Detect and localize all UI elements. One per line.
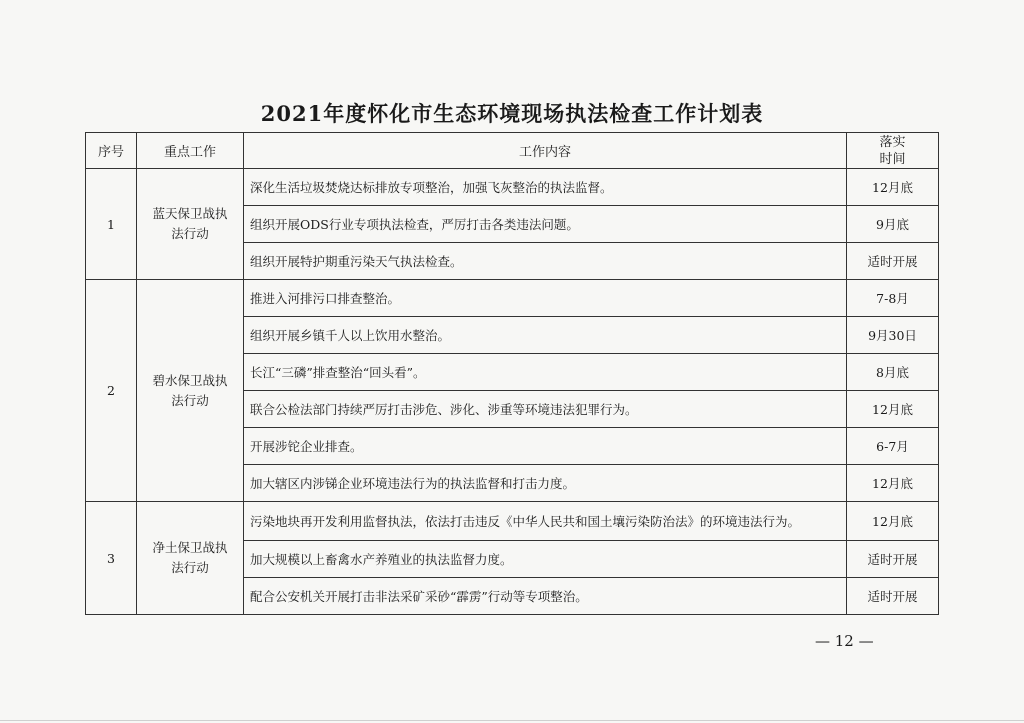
work-content: 组织开展ODS行业专项执法检查，严厉打击各类违法问题。 [244,206,847,243]
header-index: 序号 [86,133,137,169]
work-content: 加大辖区内涉锑企业环境违法行为的执法监督和打击力度。 [244,465,847,502]
deadline: 12月底 [847,502,939,541]
deadline: 适时开展 [847,243,939,280]
header-time [847,133,939,169]
work-content: 开展涉铊企业排查。 [244,428,847,465]
group-task-line1: 蓝天保卫战执 [152,206,228,221]
work-content: 深化生活垃圾焚烧达标排放专项整治，加强飞灰整治的执法监督。 [244,169,847,206]
group-task [137,502,244,615]
work-content: 组织开展乡镇千人以上饮用水整治。 [244,317,847,354]
deadline: 6-7月 [847,428,939,465]
group-task-line2: 法行动 [171,226,209,241]
deadline: 7-8月 [847,280,939,317]
work-content: 推进入河排污口排查整治。 [244,280,847,317]
deadline: 适时开展 [847,541,939,578]
deadline: 9月底 [847,206,939,243]
deadline: 12月底 [847,391,939,428]
header-task: 重点工作 [137,133,244,169]
group-task-line2: 法行动 [171,392,209,408]
group-task-line1: 净土保卫战执 [152,540,228,555]
deadline: 9月30日 [847,317,939,354]
group-task [137,280,244,502]
group-index: 3 [86,502,137,615]
work-content: 组织开展特护期重污染天气执法检查。 [244,243,847,280]
work-plan-table [85,132,939,615]
document-title: 2021年度怀化市生态环境现场执法检查工作计划表 [260,101,764,126]
deadline: 12月底 [847,465,939,502]
table-header-row [86,133,939,169]
table-row [86,502,939,541]
work-content: 污染地块再开发利用监督执法，依法打击违反《中华人民共和国土壤污染防治法》的环境违法行为。 [244,502,847,541]
group-task [137,169,244,280]
group-index: 2 [86,280,137,502]
page-number: — 12 — [815,632,874,650]
header-time-line2: 时间 [879,151,906,167]
work-content: 长江“三磷”排查整治“回头看”。 [244,354,847,391]
group-task-line1: 碧水保卫战执 [152,372,228,388]
group-task-line2: 法行动 [171,560,209,575]
scan-edge-divider [0,720,1024,721]
deadline: 12月底 [847,169,939,206]
work-content: 联合公检法部门持续严厉打击涉危、涉化、涉重等环境违法犯罪行为。 [244,391,847,428]
table-row [86,169,939,206]
work-content: 配合公安机关开展打击非法采矿采砂“霹雳”行动等专项整治。 [244,578,847,615]
deadline: 适时开展 [847,578,939,615]
header-time-line1: 落实 [879,134,906,150]
work-content: 加大规模以上畜禽水产养殖业的执法监督力度。 [244,541,847,578]
header-content: 工作内容 [244,133,847,169]
table-row [86,280,939,317]
deadline: 8月底 [847,354,939,391]
group-index: 1 [86,169,137,280]
